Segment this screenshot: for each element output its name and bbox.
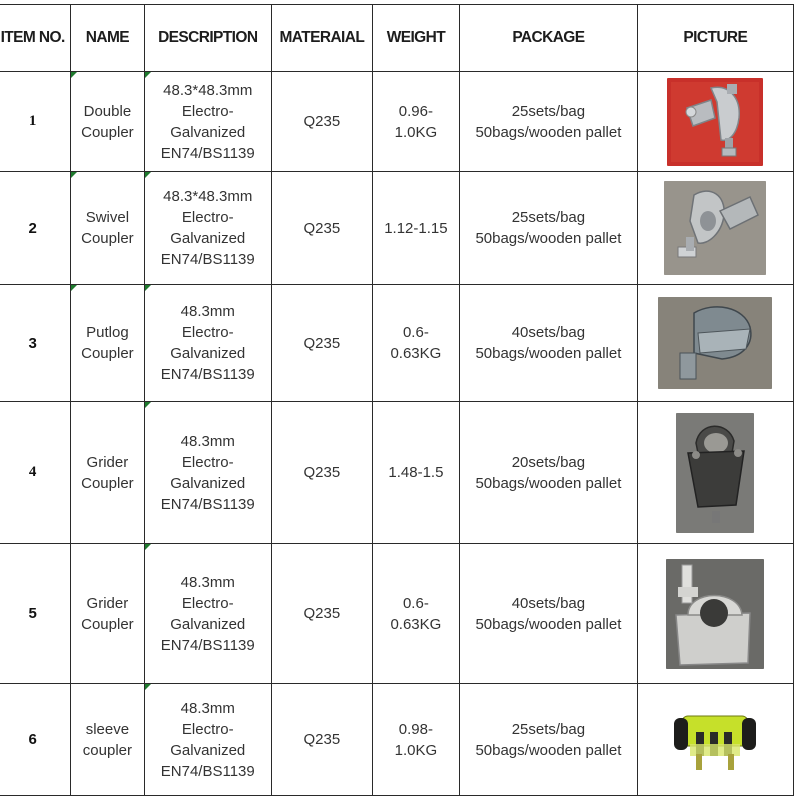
- name-line: Grider: [86, 594, 129, 612]
- picture-cell: [637, 285, 793, 402]
- item-no-cell: 4: [0, 402, 71, 544]
- swivel-coupler-photo: [664, 181, 766, 275]
- material-cell: Q235: [272, 285, 373, 402]
- package-line: 50bags/wooden pallet: [475, 741, 622, 759]
- weight-line: 0.98-: [398, 720, 433, 738]
- weight-line: 0.6-: [402, 324, 429, 341]
- description-cell: [144, 72, 272, 172]
- item-no-cell: 5: [0, 544, 71, 684]
- table-row: [0, 172, 794, 285]
- description-line: EN74/BS1139: [160, 144, 255, 162]
- name-cell: [71, 402, 144, 544]
- description-line: Electro-: [181, 453, 234, 471]
- description-line: 48.3*48.3mm: [163, 81, 253, 99]
- name-line: Double: [83, 102, 132, 120]
- package-line: 25sets/bag: [511, 102, 586, 120]
- table-row: [0, 402, 794, 544]
- item-no-cell: 3: [0, 285, 71, 402]
- weight-cell: [372, 172, 459, 285]
- table-row: [0, 285, 794, 402]
- package-line: 40sets/bag: [511, 594, 586, 612]
- picture-cell: [637, 72, 793, 172]
- header-name: NAME: [71, 5, 144, 72]
- description-line: EN74/BS1139: [160, 495, 255, 513]
- name-line: Coupler: [81, 230, 134, 247]
- description-line: Galvanized: [170, 345, 246, 362]
- description-line: Electro-: [181, 720, 234, 738]
- description-cell: [144, 172, 272, 285]
- description-line: 48.3mm: [180, 303, 235, 320]
- package-line: 25sets/bag: [511, 720, 586, 738]
- weight-line: 0.63KG: [390, 345, 442, 362]
- material-cell: Q235: [272, 684, 373, 796]
- weight-cell: [372, 544, 459, 684]
- description-line: Galvanized: [170, 230, 246, 247]
- weight-cell: [372, 402, 459, 544]
- package-cell: [460, 172, 638, 285]
- name-cell: [71, 684, 144, 796]
- package-line: 40sets/bag: [511, 324, 586, 341]
- material-cell: Q235: [272, 544, 373, 684]
- package-line: 25sets/bag: [511, 209, 586, 226]
- picture-cell: [637, 402, 793, 544]
- name-cell: [71, 172, 144, 285]
- item-no-cell: 2: [0, 172, 71, 285]
- package-line: 50bags/wooden pallet: [475, 345, 622, 362]
- name-line: Coupler: [81, 345, 134, 362]
- package-line: 20sets/bag: [511, 453, 586, 471]
- header-description: DESCRIPTION: [144, 5, 272, 72]
- description-cell: [144, 402, 272, 544]
- table-row: [0, 544, 794, 684]
- table-row: [0, 684, 794, 796]
- name-line: Swivel: [85, 209, 130, 226]
- package-line: 50bags/wooden pallet: [475, 230, 622, 247]
- weight-line: 1.0KG: [394, 741, 438, 759]
- material-cell: Q235: [272, 402, 373, 544]
- header-weight: WEIGHT: [372, 5, 459, 72]
- package-line: 50bags/wooden pallet: [475, 123, 622, 141]
- package-cell: [460, 684, 638, 796]
- description-line: 48.3mm: [180, 573, 235, 591]
- description-line: EN74/BS1139: [160, 762, 255, 780]
- header-package: PACKAGE: [460, 5, 638, 72]
- package-cell: [460, 285, 638, 402]
- name-line: Putlog: [86, 324, 129, 341]
- header-item-no: ITEM NO.: [0, 5, 71, 72]
- description-cell: [144, 285, 272, 402]
- name-line: Coupler: [81, 615, 134, 633]
- weight-cell: [372, 684, 459, 796]
- material-cell: Q235: [272, 172, 373, 285]
- name-line: Grider: [86, 453, 129, 471]
- picture-cell: [637, 172, 793, 285]
- weight-line: 0.63KG: [390, 615, 442, 633]
- description-line: Electro-: [181, 324, 234, 341]
- header-picture: PICTURE: [637, 5, 793, 72]
- description-cell: [144, 684, 272, 796]
- description-line: EN74/BS1139: [160, 251, 255, 268]
- picture-cell: [637, 684, 793, 796]
- description-line: Galvanized: [170, 741, 246, 759]
- package-cell: [460, 72, 638, 172]
- grider-coupler-photo: [666, 559, 764, 669]
- table-row: [0, 72, 794, 172]
- weight-line: 0.96-: [398, 102, 433, 120]
- description-line: Electro-: [181, 102, 234, 120]
- description-line: Electro-: [181, 594, 234, 612]
- double-coupler-photo: [667, 78, 763, 166]
- package-cell: [460, 544, 638, 684]
- description-line: Galvanized: [170, 474, 246, 492]
- weight-cell: [372, 285, 459, 402]
- weight-line: 0.6-: [402, 594, 429, 612]
- putlog-coupler-photo: [658, 297, 772, 389]
- description-line: Galvanized: [170, 615, 246, 633]
- name-line: Coupler: [81, 474, 134, 492]
- name-line: sleeve: [85, 720, 130, 738]
- header-row: [0, 5, 794, 72]
- name-cell: [71, 72, 144, 172]
- name-line: Coupler: [81, 123, 134, 141]
- description-line: 48.3mm: [180, 699, 235, 717]
- header-material: MATERAIAL: [272, 5, 373, 72]
- weight-line: 1.0KG: [394, 123, 438, 141]
- item-no-cell: 1: [0, 72, 71, 172]
- package-cell: [460, 402, 638, 544]
- description-line: 48.3*48.3mm: [163, 188, 253, 205]
- description-line: Electro-: [181, 209, 234, 226]
- item-no-cell: 6: [0, 684, 71, 796]
- name-line: coupler: [82, 741, 132, 759]
- coupler-spec-table: [0, 4, 794, 796]
- material-cell: Q235: [272, 72, 373, 172]
- description-line: EN74/BS1139: [160, 636, 255, 654]
- description-line: Galvanized: [170, 123, 246, 141]
- description-cell: [144, 544, 272, 684]
- name-cell: [71, 544, 144, 684]
- description-line: 48.3mm: [180, 432, 235, 450]
- description-line: EN74/BS1139: [160, 366, 255, 383]
- picture-cell: [637, 544, 793, 684]
- name-cell: [71, 285, 144, 402]
- package-line: 50bags/wooden pallet: [475, 474, 622, 492]
- package-line: 50bags/wooden pallet: [475, 615, 622, 633]
- weight-line: 1.12-1.15: [384, 219, 448, 237]
- grider-coupler-photo: [676, 413, 754, 533]
- weight-cell: [372, 72, 459, 172]
- sleeve-coupler-photo: [670, 704, 760, 776]
- weight-line: 1.48-1.5: [388, 464, 444, 481]
